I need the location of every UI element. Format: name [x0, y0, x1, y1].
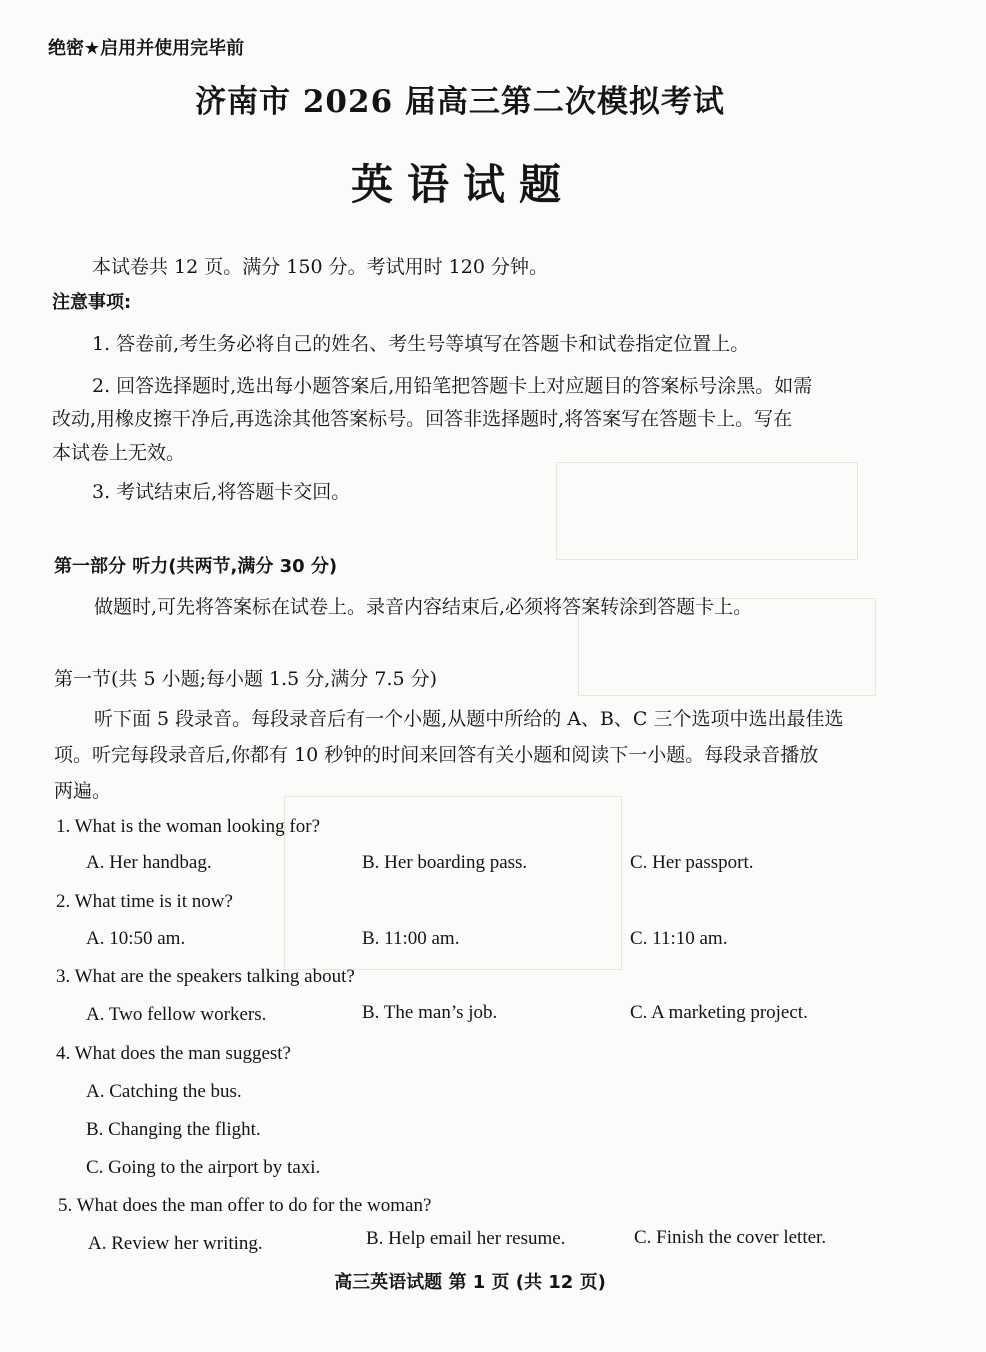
- question-5-stem: 5. What does the man offer to do for the woman?: [58, 1195, 432, 1216]
- part1-heading: 第一部分 听力(共两节,满分 30 分): [54, 556, 338, 577]
- question-4-stem: 4. What does the man suggest?: [56, 1043, 291, 1064]
- question-1-stem: 1. What is the woman looking for?: [56, 816, 321, 837]
- exam-title: 济南市 2026 届高三第二次模拟考试: [195, 84, 725, 120]
- question-3-stem: 3. What are the speakers talking about?: [56, 966, 355, 987]
- question-2-option-b: B. 11:00 am.: [362, 928, 460, 949]
- question-2-option-a: A. 10:50 am.: [86, 928, 186, 949]
- part1-instruction: 做题时,可先将答案标在试卷上。录音内容结束后,必须将答案转涂到答题卡上。: [94, 596, 753, 618]
- confidential-label: 绝密★启用并使用完毕前: [48, 38, 245, 59]
- page-footer: 高三英语试题 第 1 页 (共 12 页): [334, 1272, 606, 1293]
- notice-item-2: 2. 回答选择题时,选出每小题答案后,用铅笔把答题卡上对应题目的答案标号涂黑。如需: [92, 375, 813, 397]
- question-3-option-a: A. Two fellow workers.: [86, 1004, 267, 1025]
- subject-title: 英语试题: [350, 160, 575, 209]
- notice-item-1: 1. 答卷前,考生务必将自己的姓名、考生号等填写在答题卡和试卷指定位置上。: [92, 333, 750, 355]
- section1-directions-cont: 项。听完每段录音后,你都有 10 秒钟的时间来回答有关小题和阅读下一小题。每段录音播放: [54, 744, 819, 766]
- question-2-stem: 2. What time is it now?: [56, 891, 233, 912]
- notice-item-2-cont: 改动,用橡皮擦干净后,再选涂其他答案标号。回答非选择题时,将答案写在答题卡上。写在: [52, 408, 793, 430]
- question-4-option-b: B. Changing the flight.: [86, 1119, 261, 1140]
- question-5-option-c: C. Finish the cover letter.: [634, 1227, 827, 1248]
- section1-directions-cont: 两遍。: [54, 780, 112, 802]
- question-5-option-b: B. Help email her resume.: [366, 1228, 566, 1249]
- question-1-option-b: B. Her boarding pass.: [362, 852, 528, 873]
- question-4-option-a: A. Catching the bus.: [86, 1081, 242, 1102]
- section1-directions: 听下面 5 段录音。每段录音后有一个小题,从题中所给的 A、B、C 三个选项中选出最佳选: [94, 708, 844, 730]
- bleed-through-block: [556, 462, 858, 560]
- section1-heading: 第一节(共 5 小题;每小题 1.5 分,满分 7.5 分): [54, 668, 438, 690]
- question-2-option-c: C. 11:10 am.: [630, 928, 728, 949]
- notice-heading: 注意事项:: [52, 292, 132, 313]
- question-3-option-b: B. The man’s job.: [362, 1002, 498, 1023]
- question-3-option-c: C. A marketing project.: [630, 1002, 808, 1023]
- question-1-option-a: A. Her handbag.: [86, 852, 212, 873]
- exam-summary: 本试卷共 12 页。满分 150 分。考试用时 120 分钟。: [92, 256, 548, 278]
- question-5-option-a: A. Review her writing.: [88, 1233, 263, 1254]
- question-1-option-c: C. Her passport.: [630, 852, 754, 873]
- notice-item-3: 3. 考试结束后,将答题卡交回。: [92, 481, 351, 503]
- question-4-option-c: C. Going to the airport by taxi.: [86, 1157, 321, 1178]
- notice-item-2-cont: 本试卷上无效。: [52, 442, 186, 464]
